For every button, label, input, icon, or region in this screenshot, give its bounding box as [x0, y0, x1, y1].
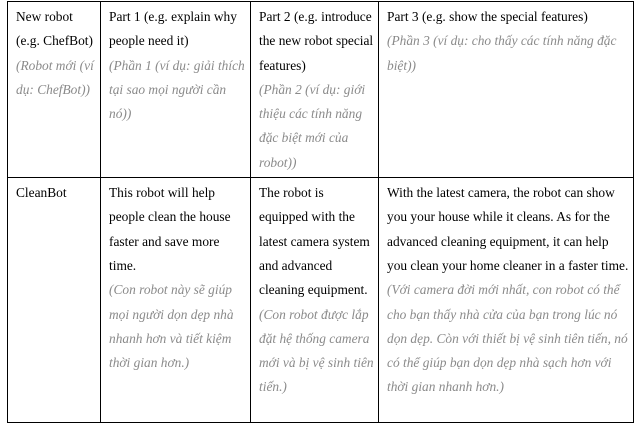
header-new-robot-translation: (Robot mới (ví dụ: ChefBot)) — [16, 57, 94, 97]
cell-robot-name — [8, 178, 101, 423]
cell-part-1 — [101, 178, 251, 423]
part-3-translation: (Với camera đời mới nhất, con robot có thể cho bạn thấy nhà cửa của bạn trong lúc nó dọn dẹp. Còn với thiết bị vệ sinh tiên tiến, nó có thể giúp bạn dọn dẹp nhà sạch hơn với thời gian nhanh hơn.) — [387, 282, 628, 395]
header-part-3-text: Part 3 (e.g. show the special features) — [387, 9, 588, 24]
header-part-2-translation: (Phần 2 (ví dụ: giới thiệu các tính năng đặc biệt mới của robot)) — [259, 81, 366, 170]
header-part-1-text: Part 1 (e.g. explain why people need it) — [109, 9, 237, 49]
table-header-row — [8, 2, 634, 178]
header-cell-part-2 — [251, 2, 379, 178]
cell-part-2 — [251, 178, 379, 423]
robot-description-table — [7, 1, 634, 423]
header-part-2-text: Part 2 (e.g. introduce the new robot special features) — [259, 9, 374, 73]
header-part-1-translation: (Phần 1 (ví dụ: giải thích tại sao mọi người cần nó)) — [109, 57, 245, 122]
header-cell-new-robot — [8, 2, 101, 178]
header-part-3-translation: (Phần 3 (ví dụ: cho thấy các tính năng đặc biệt)) — [387, 33, 617, 73]
header-new-robot-text: New robot (e.g. ChefBot) — [16, 9, 93, 49]
cell-part-3 — [379, 178, 634, 423]
part-3-text: With the latest camera, the robot can show you your house while it cleans. As for the advanced cleaning equipment, it can help you clean your home cleaner in a faster time. — [387, 185, 629, 273]
robot-name-text: CleanBot — [16, 185, 67, 201]
header-cell-part-3 — [379, 2, 634, 178]
table-row — [8, 178, 634, 423]
part-2-text: The robot is equipped with the latest camera system and advanced cleaning equipment. — [259, 185, 370, 298]
part-1-translation: (Con robot này sẽ giúp mọi người dọn dẹp nhà nhanh hơn và tiết kiệm thời gian hơn.) — [109, 282, 234, 371]
header-cell-part-1 — [101, 2, 251, 178]
part-1-text: This robot will help people clean the house faster and save more time. — [109, 185, 231, 273]
part-2-translation: (Con robot được lắp đặt hệ thống camera mới và bị vệ sinh tiên tiến.) — [259, 306, 374, 395]
